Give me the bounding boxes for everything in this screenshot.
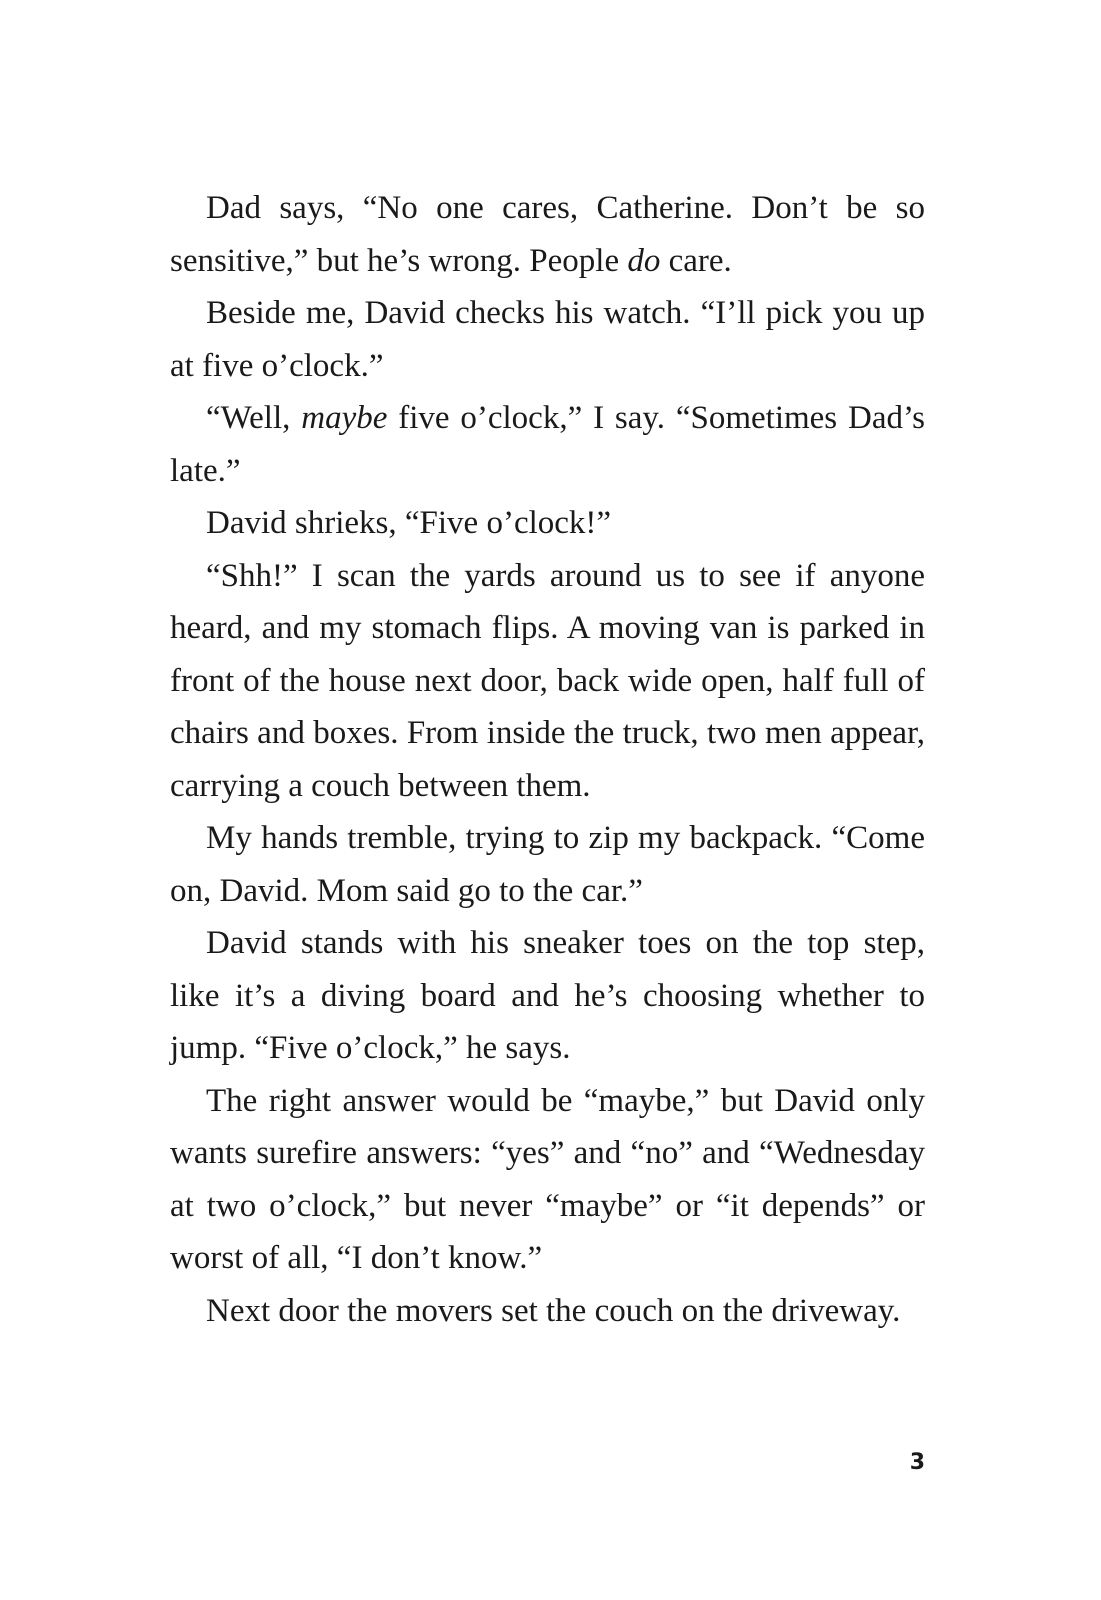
paragraph: “Shh!” I scan the yards around us to see if anyone heard, and my stomach flips. A moving van is parked in front of the house next door, back wide open, half full of chairs and boxes. From inside the truck, two men appear, carrying a couch between them. bbox=[170, 557, 925, 804]
body-text bbox=[170, 182, 925, 1337]
italic-emphasis: do bbox=[627, 242, 661, 279]
paragraph: David shrieks, “Five o’clock!” bbox=[206, 505, 612, 541]
paragraph: Next door the movers set the couch on the driveway. bbox=[206, 1292, 901, 1329]
italic-emphasis: maybe bbox=[301, 400, 388, 436]
paragraph: Dad says, “No one cares, Catherine. Don’t be so sensitive,” but he’s wrong. People do care. bbox=[170, 190, 925, 279]
paragraph: David stands with his sneaker toes on the top step, like it’s a diving board and he’s choosing whether to jump. “Five o’clock,” he says. bbox=[170, 925, 925, 1066]
paragraph: My hands tremble, trying to zip my backpack. “Come on, David. Mom said go to the car.” bbox=[170, 820, 925, 909]
page-number: 3 bbox=[909, 1450, 925, 1475]
paragraph: “Well, maybe five o’clock,” I say. “Sometimes Dad’s late.” bbox=[170, 400, 925, 489]
paragraph: The right answer would be “maybe,” but David only wants surefire answers: “yes” and “no” and “Wednesday at two o’clock,” but never “maybe” or “it depends” or worst of all, “I don’t know.” bbox=[170, 1082, 925, 1276]
paragraph: Beside me, David checks his watch. “I’ll pick you up at five o’clock.” bbox=[170, 295, 925, 384]
